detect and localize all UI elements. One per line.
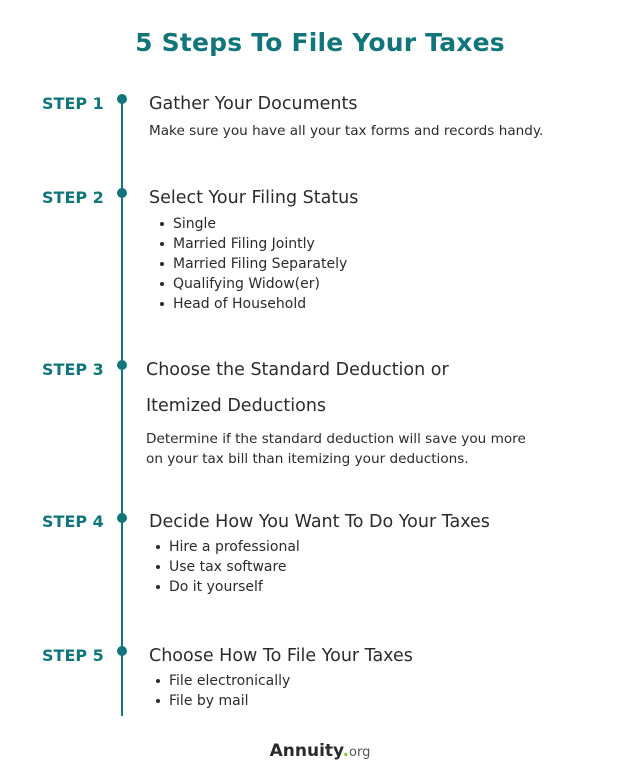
page-title: 5 Steps To File Your Taxes xyxy=(135,28,505,57)
step-3-heading-line-1: Choose the Standard Deduction or xyxy=(146,360,449,380)
step-4-heading: Decide How You Want To Do Your Taxes xyxy=(149,512,490,532)
list-item: Do it yourself xyxy=(153,577,300,597)
step-1-description: Make sure you have all your tax forms and records handy. xyxy=(149,123,544,139)
step-4-label: STEP 4 xyxy=(42,512,104,531)
timeline-dot-step-4 xyxy=(117,513,127,523)
step-1-label: STEP 1 xyxy=(42,94,104,113)
timeline-dot-step-3 xyxy=(117,360,127,370)
list-item: Married Filing Separately xyxy=(157,254,347,274)
annuity-org-logo xyxy=(0,740,640,764)
list-item: Qualifying Widow(er) xyxy=(157,274,347,294)
timeline-dot-step-2 xyxy=(117,188,127,198)
timeline-dot-step-1 xyxy=(117,94,127,104)
step-2-heading: Select Your Filing Status xyxy=(149,188,359,208)
list-item: File by mail xyxy=(153,691,290,711)
step-2-label: STEP 2 xyxy=(42,188,104,207)
list-item: Head of Household xyxy=(157,294,347,314)
logo-tld-text: org xyxy=(349,745,371,760)
step-3-heading-line-2: Itemized Deductions xyxy=(146,396,327,416)
step-5-bullet-list xyxy=(153,671,290,711)
list-item: Use tax software xyxy=(153,557,300,577)
step-3-description-line-2: on your tax bill than itemizing your deductions. xyxy=(146,451,469,467)
logo-brand-text: Annuity xyxy=(269,741,343,761)
step-3-description-line-1: Determine if the standard deduction will save you more xyxy=(146,431,526,447)
list-item: Married Filing Jointly xyxy=(157,234,347,254)
list-item: Single xyxy=(157,214,347,234)
step-5-heading: Choose How To File Your Taxes xyxy=(149,646,413,666)
step-3-label: STEP 3 xyxy=(42,360,104,379)
step-1-heading: Gather Your Documents xyxy=(149,94,358,114)
logo-dot: . xyxy=(342,741,350,761)
step-4-bullet-list xyxy=(153,537,300,597)
step-2-bullet-list xyxy=(157,214,347,314)
list-item: Hire a professional xyxy=(153,537,300,557)
step-5-label: STEP 5 xyxy=(42,646,104,665)
timeline-dot-step-5 xyxy=(117,646,127,656)
list-item: File electronically xyxy=(153,671,290,691)
